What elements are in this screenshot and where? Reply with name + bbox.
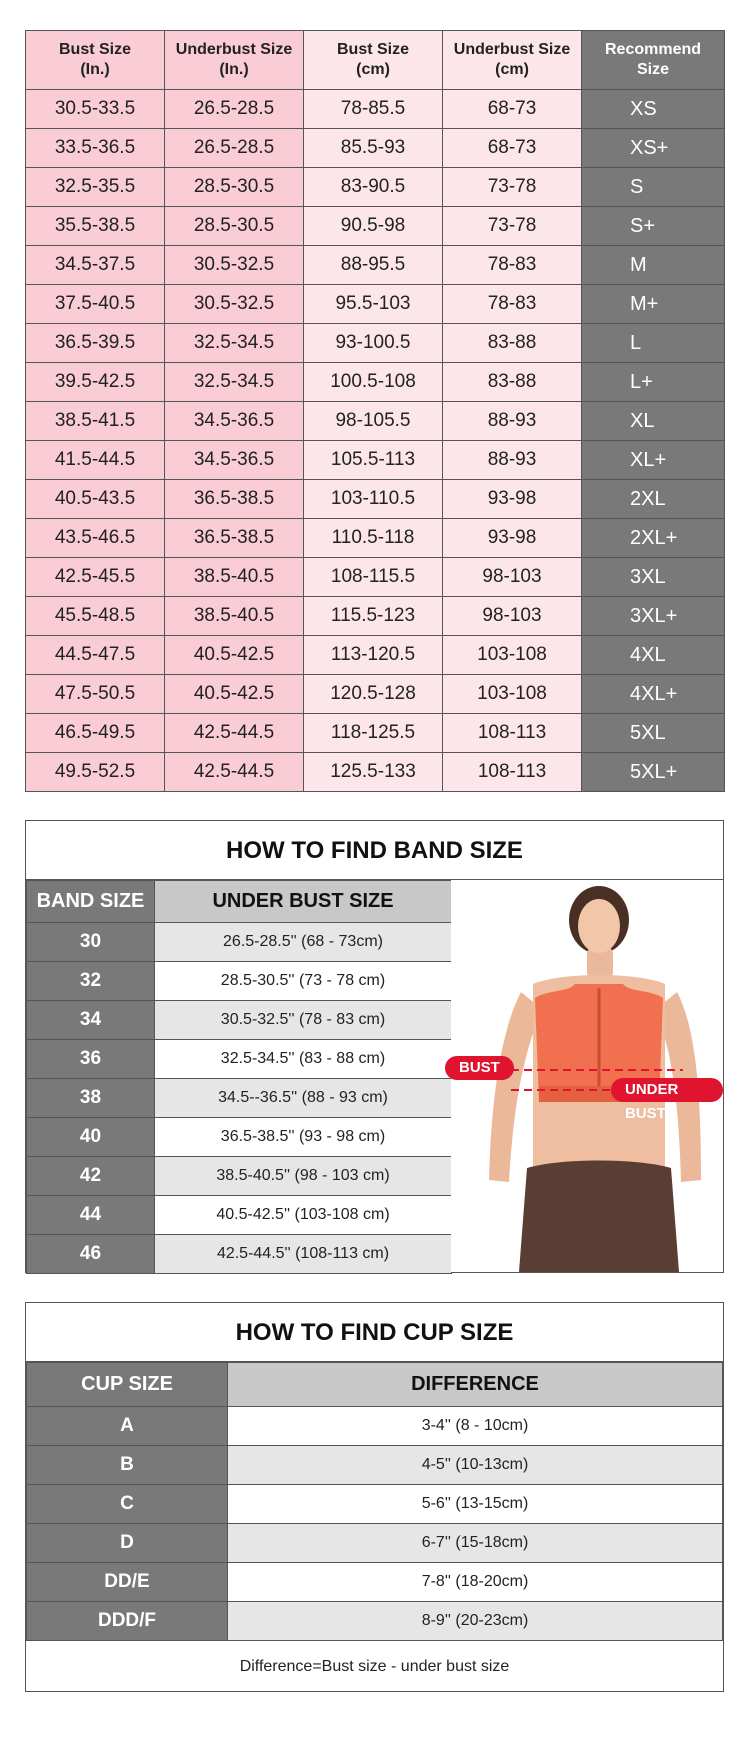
cup-size-row <box>27 1407 723 1446</box>
band-size-row <box>27 1118 452 1157</box>
header-cup-size: CUP SIZE <box>27 1363 228 1407</box>
recommend-size-cell: XS+ <box>582 129 725 168</box>
recommend-size-cell: S+ <box>582 207 725 246</box>
bust-cm-cell: 90.5-98 <box>304 207 443 246</box>
under-bust-size-cell: 36.5-38.5'' (93 - 98 cm) <box>155 1118 452 1157</box>
cup-size-formula-note: Difference=Bust size - under bust size <box>239 1658 510 1675</box>
cup-size-cell: DD/E <box>27 1563 228 1602</box>
underbust-cm-cell: 93-98 <box>443 519 582 558</box>
size-chart-row <box>26 636 725 675</box>
recommend-size-cell: XS <box>582 90 725 129</box>
cup-size-table <box>26 1362 723 1641</box>
under-bust-size-cell: 42.5-44.5'' (108-113 cm) <box>155 1235 452 1274</box>
recommend-size-cell: S <box>582 168 725 207</box>
bust-in-cell: 36.5-39.5 <box>26 324 165 363</box>
size-chart-body <box>26 90 725 792</box>
bust-in-cell: 38.5-41.5 <box>26 402 165 441</box>
underbust-cm-cell: 88-93 <box>443 441 582 480</box>
recommend-size-cell: M+ <box>582 285 725 324</box>
underbust-cm-cell: 78-83 <box>443 246 582 285</box>
recommend-size-cell: 5XL+ <box>582 753 725 792</box>
bust-cm-cell: 125.5-133 <box>304 753 443 792</box>
bust-in-cell: 47.5-50.5 <box>26 675 165 714</box>
underbust-in-cell: 40.5-42.5 <box>165 636 304 675</box>
size-chart-row <box>26 363 725 402</box>
bust-in-cell: 34.5-37.5 <box>26 246 165 285</box>
recommend-size-cell: 4XL <box>582 636 725 675</box>
bust-label-badge: BUST <box>445 1056 514 1080</box>
size-chart-row <box>26 753 725 792</box>
size-chart-table <box>25 30 725 792</box>
bust-cm-cell: 83-90.5 <box>304 168 443 207</box>
bust-cm-cell: 98-105.5 <box>304 402 443 441</box>
bust-cm-cell: 88-95.5 <box>304 246 443 285</box>
recommend-size-cell: M <box>582 246 725 285</box>
underbust-in-cell: 28.5-30.5 <box>165 207 304 246</box>
face-shape <box>578 899 620 953</box>
bust-in-cell: 39.5-42.5 <box>26 363 165 402</box>
size-chart-row <box>26 402 725 441</box>
band-size-row <box>27 1196 452 1235</box>
cup-size-cell: A <box>27 1407 228 1446</box>
cup-size-row <box>27 1602 723 1641</box>
underbust-cm-cell: 88-93 <box>443 402 582 441</box>
underbust-in-cell: 34.5-36.5 <box>165 441 304 480</box>
underbust-in-cell: 30.5-32.5 <box>165 246 304 285</box>
underbust-cm-cell: 73-78 <box>443 207 582 246</box>
bust-cm-cell: 120.5-128 <box>304 675 443 714</box>
underbust-cm-cell: 78-83 <box>443 285 582 324</box>
leggings-shape <box>519 1161 679 1273</box>
header-bust-in: Bust Size (In.) <box>26 31 165 90</box>
band-size-row <box>27 1235 452 1274</box>
size-chart-row <box>26 519 725 558</box>
size-chart-row <box>26 207 725 246</box>
bust-in-cell: 46.5-49.5 <box>26 714 165 753</box>
size-chart-row <box>26 597 725 636</box>
recommend-size-cell: 5XL <box>582 714 725 753</box>
underbust-in-cell: 28.5-30.5 <box>165 168 304 207</box>
size-chart-row <box>26 168 725 207</box>
underbust-in-cell: 36.5-38.5 <box>165 519 304 558</box>
underbust-in-cell: 32.5-34.5 <box>165 363 304 402</box>
under-bust-label-badge: UNDER BUST <box>611 1078 723 1102</box>
size-chart-row <box>26 285 725 324</box>
size-chart-row <box>26 675 725 714</box>
header-band-size: BAND SIZE <box>27 881 155 923</box>
band-size-cell: 36 <box>27 1040 155 1079</box>
under-bust-size-cell: 32.5-34.5'' (83 - 88 cm) <box>155 1040 452 1079</box>
cup-size-row <box>27 1485 723 1524</box>
under-bust-size-cell: 28.5-30.5'' (73 - 78 cm) <box>155 962 452 1001</box>
band-size-cell: 44 <box>27 1196 155 1235</box>
recommend-size-cell: 3XL <box>582 558 725 597</box>
cup-size-section <box>25 1302 724 1692</box>
band-size-row <box>27 1001 452 1040</box>
bust-cm-cell: 115.5-123 <box>304 597 443 636</box>
recommend-size-cell: XL+ <box>582 441 725 480</box>
size-chart-header-row <box>26 31 725 90</box>
underbust-cm-cell: 98-103 <box>443 558 582 597</box>
cup-size-row <box>27 1446 723 1485</box>
recommend-size-cell: 4XL+ <box>582 675 725 714</box>
bust-in-cell: 35.5-38.5 <box>26 207 165 246</box>
underbust-in-cell: 40.5-42.5 <box>165 675 304 714</box>
recommend-size-cell: XL <box>582 402 725 441</box>
underbust-cm-cell: 103-108 <box>443 636 582 675</box>
under-bust-size-cell: 30.5-32.5'' (78 - 83 cm) <box>155 1001 452 1040</box>
band-size-row <box>27 1040 452 1079</box>
bust-cm-cell: 108-115.5 <box>304 558 443 597</box>
cup-size-cell: B <box>27 1446 228 1485</box>
underbust-cm-cell: 83-88 <box>443 324 582 363</box>
underbust-in-cell: 26.5-28.5 <box>165 90 304 129</box>
underbust-in-cell: 36.5-38.5 <box>165 480 304 519</box>
size-chart-row <box>26 129 725 168</box>
size-chart-row <box>26 90 725 129</box>
underbust-cm-cell: 83-88 <box>443 363 582 402</box>
recommend-size-cell: L <box>582 324 725 363</box>
difference-cell: 5-6'' (13-15cm) <box>228 1485 723 1524</box>
underbust-in-cell: 42.5-44.5 <box>165 753 304 792</box>
recommend-size-cell: 3XL+ <box>582 597 725 636</box>
under-bust-size-cell: 34.5--36.5'' (88 - 93 cm) <box>155 1079 452 1118</box>
underbust-cm-cell: 93-98 <box>443 480 582 519</box>
header-bust-cm: Bust Size (cm) <box>304 31 443 90</box>
under-bust-size-cell: 38.5-40.5'' (98 - 103 cm) <box>155 1157 452 1196</box>
underbust-cm-cell: 73-78 <box>443 168 582 207</box>
under-bust-size-cell: 40.5-42.5'' (103-108 cm) <box>155 1196 452 1235</box>
bust-in-cell: 33.5-36.5 <box>26 129 165 168</box>
band-size-row <box>27 923 452 962</box>
difference-cell: 6-7'' (15-18cm) <box>228 1524 723 1563</box>
size-chart-row <box>26 558 725 597</box>
underbust-in-cell: 34.5-36.5 <box>165 402 304 441</box>
bust-cm-cell: 85.5-93 <box>304 129 443 168</box>
underbust-in-cell: 38.5-40.5 <box>165 558 304 597</box>
underbust-cm-cell: 103-108 <box>443 675 582 714</box>
bust-cm-cell: 95.5-103 <box>304 285 443 324</box>
underbust-in-cell: 38.5-40.5 <box>165 597 304 636</box>
recommend-size-cell: L+ <box>582 363 725 402</box>
under-bust-size-cell: 26.5-28.5'' (68 - 73cm) <box>155 923 452 962</box>
underbust-in-cell: 26.5-28.5 <box>165 129 304 168</box>
bust-cm-cell: 78-85.5 <box>304 90 443 129</box>
bust-cm-cell: 118-125.5 <box>304 714 443 753</box>
underbust-in-cell: 30.5-32.5 <box>165 285 304 324</box>
underbust-in-cell: 42.5-44.5 <box>165 714 304 753</box>
band-size-cell: 42 <box>27 1157 155 1196</box>
band-size-cell: 34 <box>27 1001 155 1040</box>
cup-size-cell: DDD/F <box>27 1602 228 1641</box>
band-size-cell: 32 <box>27 962 155 1001</box>
underbust-cm-cell: 108-113 <box>443 753 582 792</box>
underbust-cm-cell: 68-73 <box>443 90 582 129</box>
recommend-size-cell: 2XL+ <box>582 519 725 558</box>
bust-cm-cell: 93-100.5 <box>304 324 443 363</box>
bust-in-cell: 41.5-44.5 <box>26 441 165 480</box>
underbust-cm-cell: 98-103 <box>443 597 582 636</box>
header-underbust-cm: Underbust Size (cm) <box>443 31 582 90</box>
bust-in-cell: 37.5-40.5 <box>26 285 165 324</box>
band-size-row <box>27 1157 452 1196</box>
difference-cell: 3-4'' (8 - 10cm) <box>228 1407 723 1446</box>
header-difference: DIFFERENCE <box>228 1363 723 1407</box>
cup-size-row <box>27 1524 723 1563</box>
bust-in-cell: 42.5-45.5 <box>26 558 165 597</box>
band-size-row <box>27 962 452 1001</box>
band-size-section <box>25 820 724 1273</box>
cup-size-body <box>27 1407 723 1641</box>
band-size-cell: 40 <box>27 1118 155 1157</box>
band-size-cell: 46 <box>27 1235 155 1274</box>
bust-cm-cell: 113-120.5 <box>304 636 443 675</box>
bust-cm-cell: 103-110.5 <box>304 480 443 519</box>
size-chart-row <box>26 714 725 753</box>
header-underbust-in: Underbust Size (In.) <box>165 31 304 90</box>
underbust-cm-cell: 68-73 <box>443 129 582 168</box>
underbust-cm-cell: 108-113 <box>443 714 582 753</box>
difference-cell: 8-9'' (20-23cm) <box>228 1602 723 1641</box>
band-size-row <box>27 1079 452 1118</box>
bust-cm-cell: 100.5-108 <box>304 363 443 402</box>
cup-size-title: HOW TO FIND CUP SIZE <box>26 1303 723 1362</box>
difference-cell: 7-8'' (18-20cm) <box>228 1563 723 1602</box>
size-chart-row <box>26 441 725 480</box>
band-size-cell: 38 <box>27 1079 155 1118</box>
cup-size-cell: D <box>27 1524 228 1563</box>
bust-in-cell: 43.5-46.5 <box>26 519 165 558</box>
size-chart-row <box>26 246 725 285</box>
cup-size-row <box>27 1563 723 1602</box>
band-size-title: HOW TO FIND BAND SIZE <box>26 821 723 880</box>
cup-header-row <box>27 1363 723 1407</box>
bust-in-cell: 44.5-47.5 <box>26 636 165 675</box>
bust-cm-cell: 110.5-118 <box>304 519 443 558</box>
underbust-in-cell: 32.5-34.5 <box>165 324 304 363</box>
recommend-size-cell: 2XL <box>582 480 725 519</box>
bust-in-cell: 30.5-33.5 <box>26 90 165 129</box>
cup-size-cell: C <box>27 1485 228 1524</box>
size-chart-row <box>26 480 725 519</box>
bust-in-cell: 32.5-35.5 <box>26 168 165 207</box>
bust-in-cell: 40.5-43.5 <box>26 480 165 519</box>
bust-cm-cell: 105.5-113 <box>304 441 443 480</box>
band-header-row <box>27 881 452 923</box>
band-size-body <box>27 923 452 1274</box>
size-chart-row <box>26 324 725 363</box>
header-recommend-size: Recommend Size <box>582 31 725 90</box>
band-size-table <box>26 880 452 1274</box>
header-under-bust-size: UNDER BUST SIZE <box>155 881 452 923</box>
bust-in-cell: 49.5-52.5 <box>26 753 165 792</box>
bust-in-cell: 45.5-48.5 <box>26 597 165 636</box>
difference-cell: 4-5'' (10-13cm) <box>228 1446 723 1485</box>
band-size-cell: 30 <box>27 923 155 962</box>
